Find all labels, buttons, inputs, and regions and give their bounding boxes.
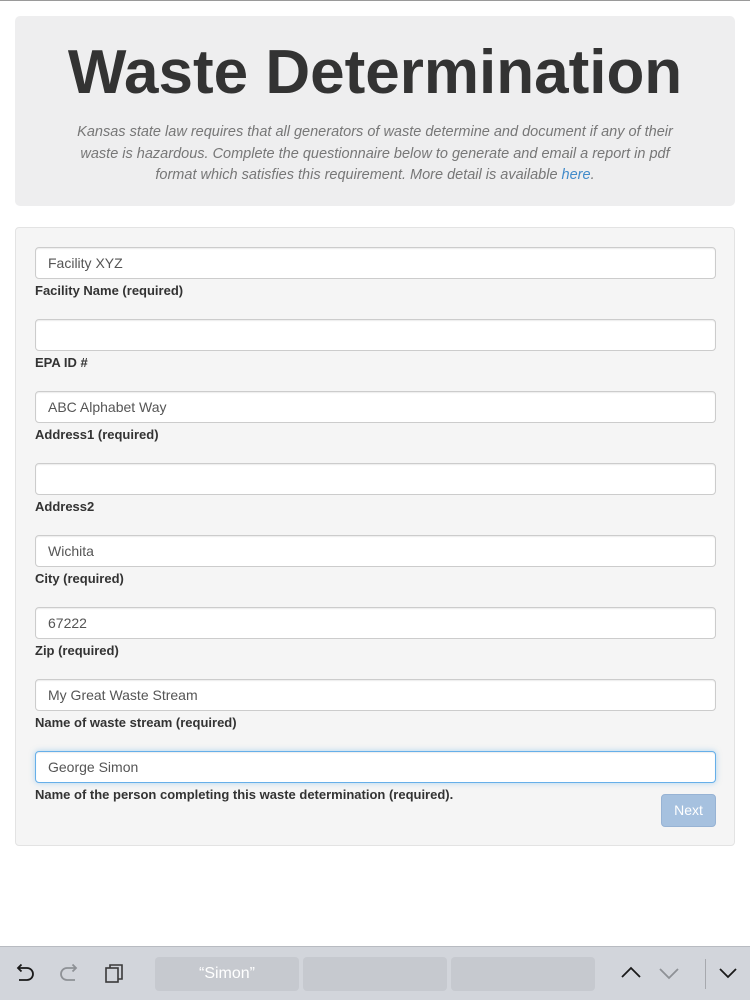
paste-icon[interactable] xyxy=(100,959,128,987)
facility-name-input[interactable] xyxy=(35,247,716,279)
suggestion-2[interactable] xyxy=(303,957,447,991)
more-detail-link[interactable]: here xyxy=(561,167,591,183)
preparer-name-label: Name of the person completing this waste determination (required). xyxy=(35,787,454,802)
undo-icon[interactable] xyxy=(10,959,38,987)
toolbar-separator xyxy=(705,959,706,989)
facility-name-group xyxy=(35,247,716,299)
suggestion-3[interactable] xyxy=(451,957,595,991)
preparer-name-group xyxy=(35,751,716,803)
zip-input[interactable] xyxy=(35,607,716,639)
waste-stream-input[interactable] xyxy=(35,679,716,711)
jumbotron-header xyxy=(15,16,735,206)
zip-label: Zip (required) xyxy=(35,643,119,658)
address1-label: Address1 (required) xyxy=(35,427,159,442)
facility-name-label: Facility Name (required) xyxy=(35,283,184,298)
next-button[interactable]: Next xyxy=(661,794,716,827)
city-label: City (required) xyxy=(35,571,124,586)
redo-icon[interactable] xyxy=(56,959,84,987)
epa-id-label: EPA ID # xyxy=(35,355,88,370)
address2-label: Address2 xyxy=(35,499,95,514)
chevron-down-icon[interactable] xyxy=(655,959,683,987)
description-end: . xyxy=(590,167,595,183)
suggestion-1[interactable]: “Simon” xyxy=(155,957,299,991)
address1-input[interactable] xyxy=(35,391,716,423)
top-divider xyxy=(0,0,750,1)
zip-group xyxy=(35,607,716,659)
address1-group xyxy=(35,391,716,443)
city-input[interactable] xyxy=(35,535,716,567)
waste-stream-label: Name of waste stream (required) xyxy=(35,715,237,730)
dismiss-keyboard-icon[interactable] xyxy=(714,959,742,987)
address2-input[interactable] xyxy=(35,463,716,495)
city-group xyxy=(35,535,716,587)
description-text: Kansas state law requires that all generators of waste determine and document if any of their waste is hazardous. Complete the questionnaire below to generate and email a report in pdf format which satisfies this requirement. More detail is available xyxy=(77,124,673,183)
page-description xyxy=(65,122,685,187)
keyboard-shortcut-bar xyxy=(0,946,750,1000)
determination-form xyxy=(15,227,735,846)
chevron-up-icon[interactable] xyxy=(617,959,645,987)
preparer-name-input[interactable] xyxy=(35,751,716,783)
waste-stream-group xyxy=(35,679,716,731)
page-title: Waste Determination xyxy=(67,38,683,107)
epa-id-group xyxy=(35,319,716,371)
address2-group xyxy=(35,463,716,515)
epa-id-input[interactable] xyxy=(35,319,716,351)
